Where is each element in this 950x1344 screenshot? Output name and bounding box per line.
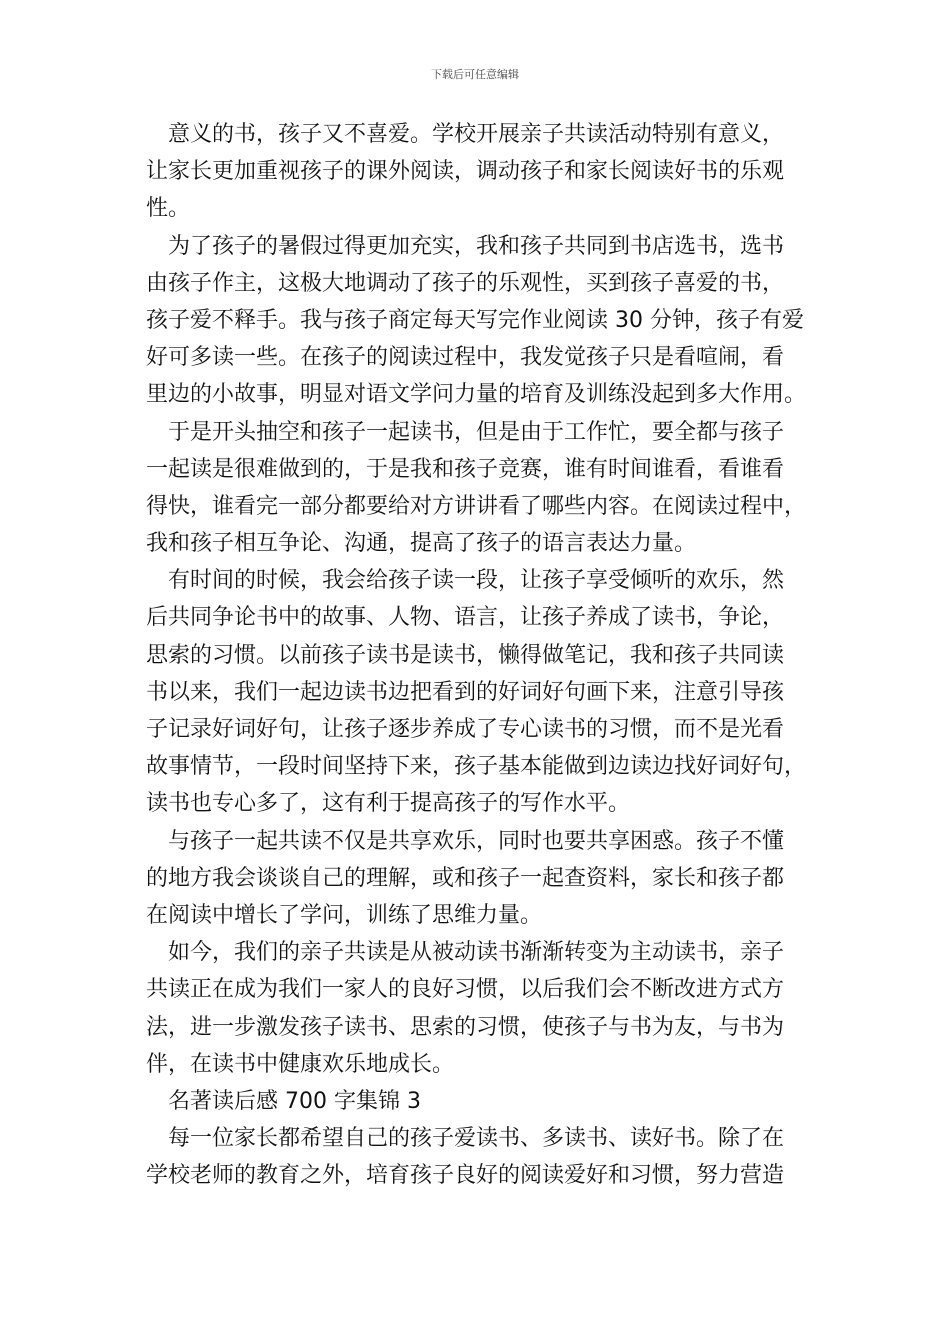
text-line: 名著读后感 700 字集锦 3 — [168, 1088, 421, 1114]
text-line: 共读正在成为我们一家人的良好习惯，以后我们会不断改进方式方 — [146, 977, 785, 1003]
text-line: 法，进一步激发孩子读书、思索的习惯，使孩子与书为友，与书为 — [146, 1014, 785, 1040]
text-line: 意义的书，孩子又不喜爱。学校开展亲子共读活动特别有意义， — [168, 122, 785, 147]
text-line: 子记录好词好句，让孩子逐步养成了专心读书的习惯，而不是光看 — [146, 717, 785, 742]
text-line: 书以来，我们一起边读书边把看到的好词好句画下来，注意引导孩 — [146, 679, 785, 705]
text-line: 孩子爱不释手。我与孩子商定每天写完作业阅读 30 分钟，孩子有爱 — [146, 307, 804, 333]
text-line: 一起读是很难做到的，于是我和孩子竞赛，谁有时间谁看，看谁看 — [146, 456, 785, 482]
text-line: 故事情节，一段时间坚持下来，孩子基本能做到边读边找好词好句， — [146, 754, 807, 780]
page-header: 下载后可任意编辑 — [431, 68, 519, 81]
text-line: 读书也专心多了，这有利于提高孩子的写作水平。 — [146, 791, 631, 817]
text-line: 由孩子作主，这极大地调动了孩子的乐观性，买到孩子喜爱的书， — [146, 270, 785, 296]
text-line: 每一位家长都希望自己的孩子爱读书、多读书、读好书。除了在 — [168, 1126, 785, 1152]
text-line: 在阅读中增长了学问，训练了思维力量。 — [146, 902, 543, 928]
text-line: 我和孩子相互争论、沟通，提高了孩子的语言表达力量。 — [146, 531, 697, 557]
text-line: 于是开头抽空和孩子一起读书，但是由于工作忙，要全都与孩子 — [168, 419, 785, 445]
text-line: 学校老师的教育之外，培育孩子良好的阅读爱好和习惯，努力营造 — [146, 1163, 785, 1189]
text-line: 如今，我们的亲子共读是从被动读书渐渐转变为主动读书，亲子 — [168, 940, 785, 966]
text-line: 后共同争论书中的故事、人物、语言，让孩子养成了读书，争论， — [146, 605, 785, 631]
text-line: 思索的习惯。以前孩子读书是读书，懒得做笔记，我和孩子共同读 — [146, 642, 785, 668]
text-line: 里边的小故事，明显对语文学问力量的培育及训练没起到多大作用。 — [146, 382, 807, 408]
document-body — [146, 116, 822, 1194]
text-line: 伴，在读书中健康欢乐地成长。 — [146, 1051, 455, 1077]
text-line: 的地方我会谈谈自己的理解，或和孩子一起查资料，家长和孩子都 — [146, 865, 785, 891]
text-line: 好可多读一些。在孩子的阅读过程中，我发觉孩子只是看喧闹，看 — [146, 345, 785, 371]
text-line: 让家长更加重视孩子的课外阅读，调动孩子和家长阅读好书的乐观 — [146, 159, 785, 185]
text-line: 性。 — [146, 196, 191, 222]
text-line: 与孩子一起共读不仅是共享欢乐，同时也要共享困惑。孩子不懂 — [168, 828, 785, 854]
text-line: 得快，谁看完一部分都要给对方讲讲看了哪些内容。在阅读过程中， — [146, 493, 807, 519]
text-line: 有时间的时候，我会给孩子读一段，让孩子享受倾听的欢乐，然 — [168, 568, 785, 594]
text-line: 为了孩子的暑假过得更加充实，我和孩子共同到书店选书，选书 — [168, 233, 785, 259]
